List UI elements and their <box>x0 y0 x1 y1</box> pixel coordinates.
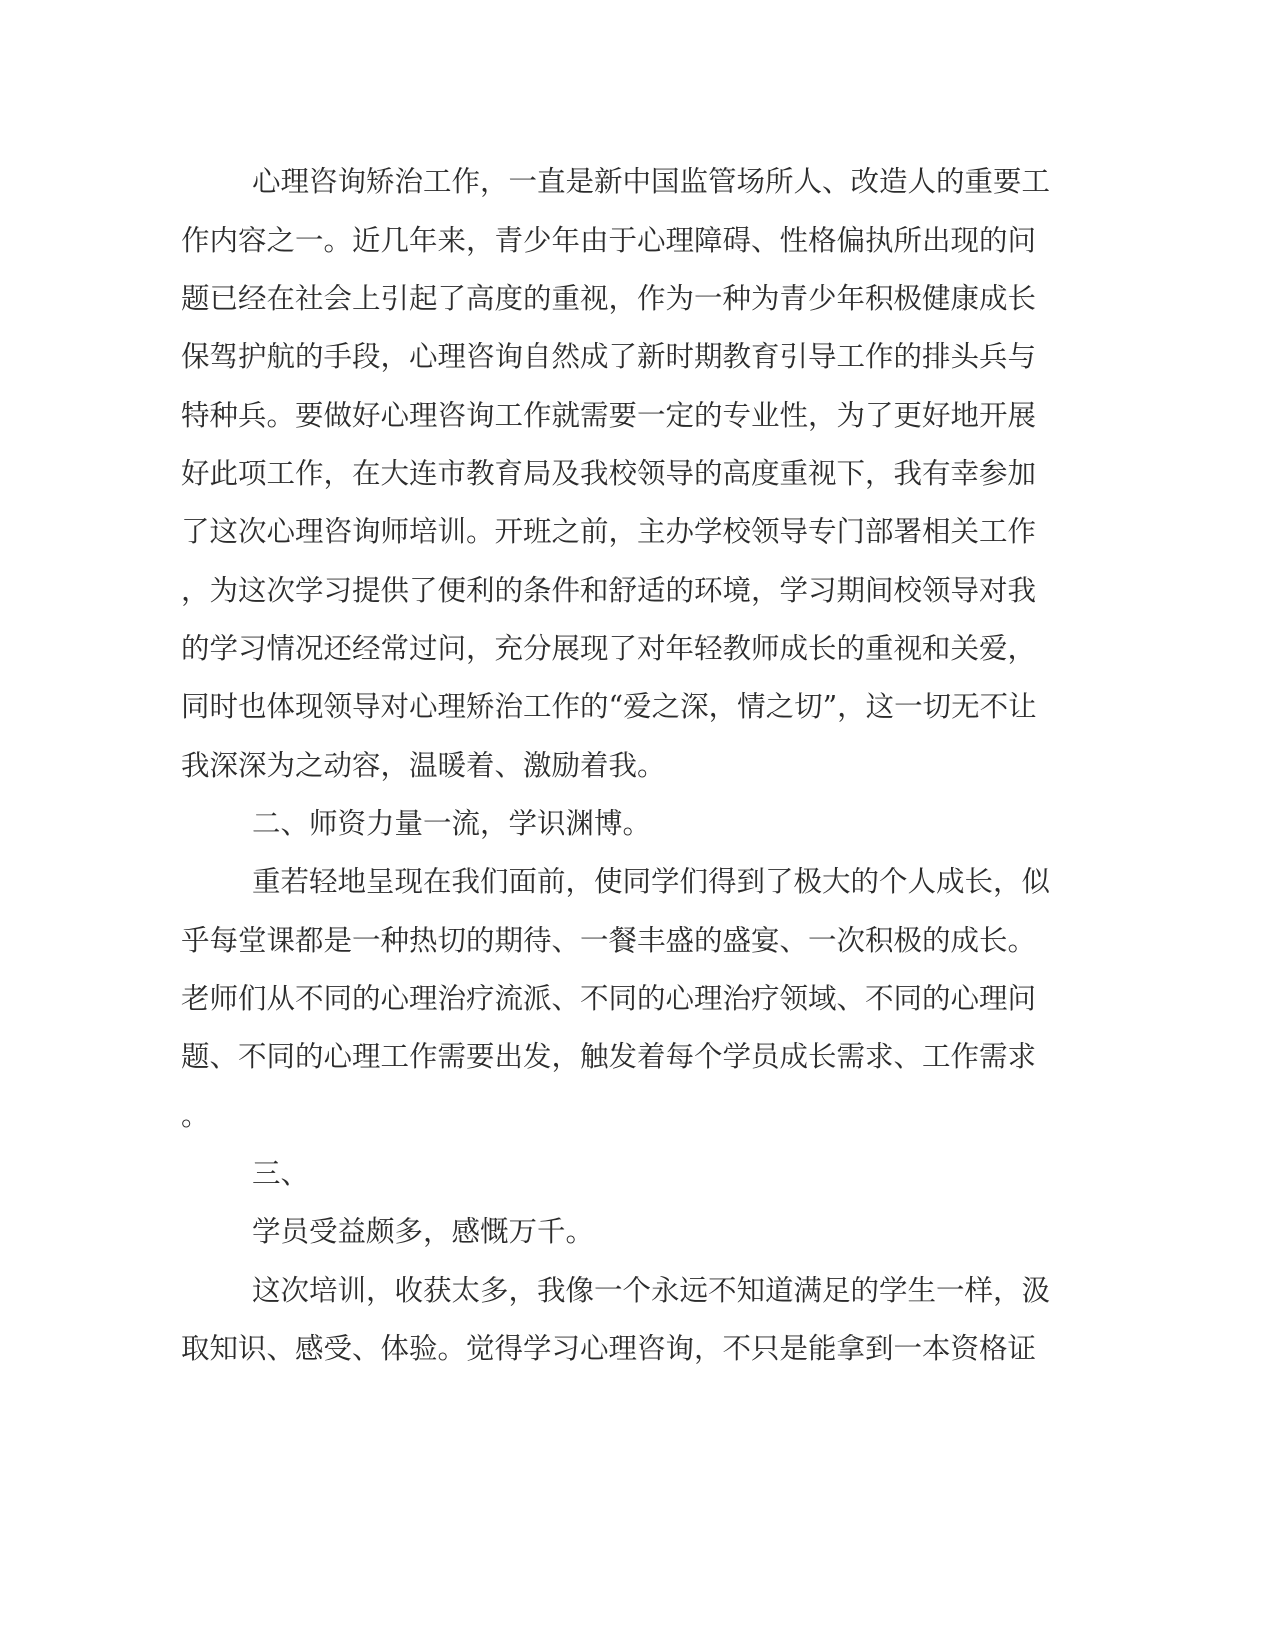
text-line: 的学习情况还经常过问，充分展现了对年轻教师成长的重视和关爱， <box>181 632 1037 665</box>
text-line: 作内容之一。近几年来，青少年由于心理障碍、性格偏执所出现的问 <box>181 224 1037 257</box>
section-heading: 二、师资力量一流，学识渊博。 <box>252 807 652 840</box>
text-line: 题已经在社会上引起了高度的重视，作为一种为青少年积极健康成长 <box>181 282 1037 315</box>
text-line: 特种兵。要做好心理咨询工作就需要一定的专业性，为了更好地开展 <box>181 399 1037 432</box>
text-line: 题、不同的心理工作需要出发，触发着每个学员成长需求、工作需求 <box>181 1040 1037 1073</box>
text-line: 乎每堂课都是一种热切的期待、一餐丰盛的盛宴、一次积极的成长。 <box>181 924 1037 957</box>
section-heading: 学员受益颇多，感慨万千。 <box>252 1215 595 1248</box>
text-line: 了这次心理咨询师培训。开班之前，主办学校领导专门部署相关工作 <box>181 515 1037 548</box>
text-line: ，为这次学习提供了便利的条件和舒适的环境，学习期间校领导对我 <box>181 574 1037 607</box>
text-line: 这次培训，收获太多，我像一个永远不知道满足的学生一样，汲 <box>252 1274 1051 1307</box>
section-heading: 三、 <box>252 1157 310 1190</box>
text-line: 老师们从不同的心理治疗流派、不同的心理治疗领域、不同的心理问 <box>181 982 1037 1015</box>
text-line: 好此项工作，在大连市教育局及我校领导的高度重视下，我有幸参加 <box>181 457 1037 490</box>
text-line: 心理咨询矫治工作，一直是新中国监管场所人、改造人的重要工 <box>252 165 1051 198</box>
text-line: 。 <box>181 1099 210 1132</box>
text-line: 取知识、感受、体验。觉得学习心理咨询，不只是能拿到一本资格证 <box>181 1332 1037 1365</box>
text-line: 我深深为之动容，温暖着、激励着我。 <box>181 749 666 782</box>
text-line: 重若轻地呈现在我们面前，使同学们得到了极大的个人成长，似 <box>252 865 1051 898</box>
text-line: 保驾护航的手段，心理咨询自然成了新时期教育引导工作的排头兵与 <box>181 340 1037 373</box>
text-line: 同时也体现领导对心理矫治工作的“爱之深，情之切”，这一切无不让 <box>181 690 1037 723</box>
